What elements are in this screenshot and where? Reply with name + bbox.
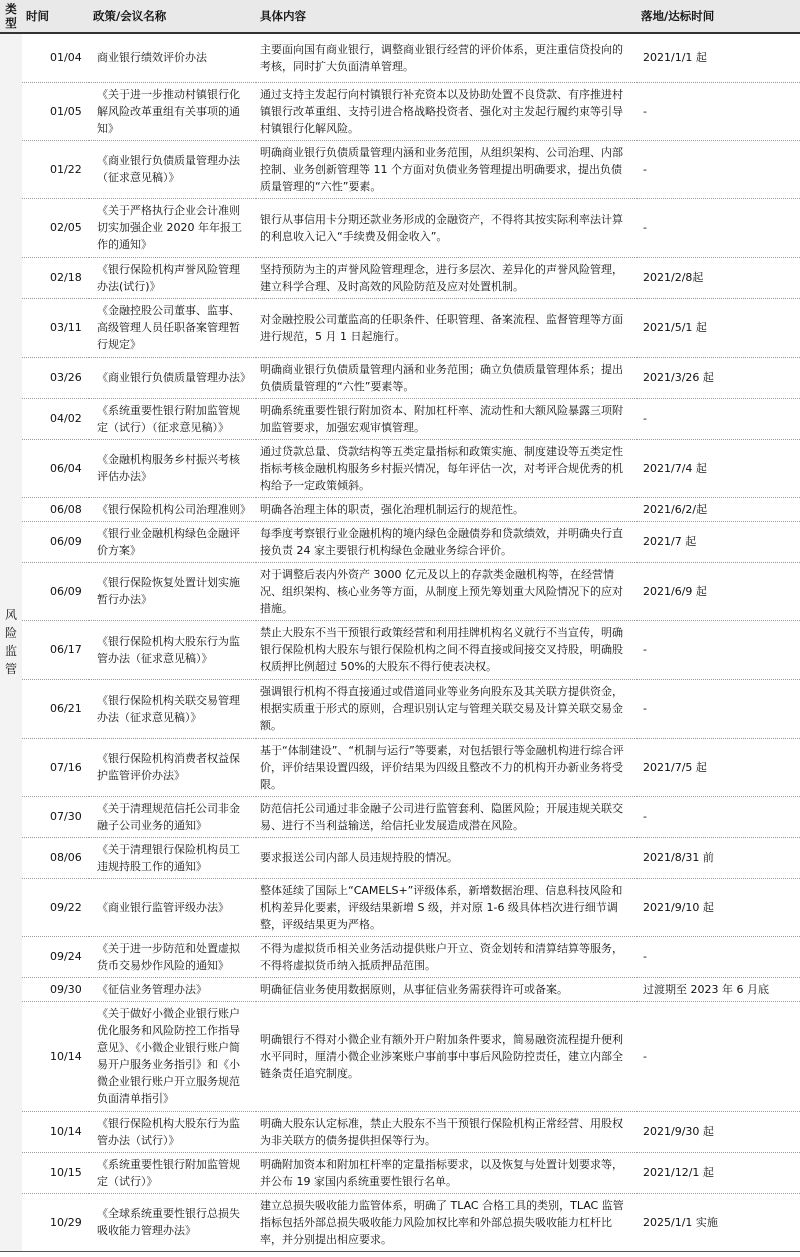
table-row: [0, 257, 800, 298]
row-name: 《银行保险机构大股东行为监管办法（征求意见稿）》: [89, 620, 256, 679]
row-content: 明确商业银行负债质量管理内涵和业务范围；确立负债质量管理体系；提出负债质量管理的“六性”要素等。: [256, 357, 637, 398]
row-name: 《关于清理规范信托公司非金融子公司业务的通知》: [89, 796, 256, 837]
row-content: 不得为虚拟货币相关业务活动提供账户开立、资金划转和清算结算等服务，不得将虚拟货币纳入抵质押品范围。: [256, 936, 637, 977]
row-name: 《商业银行负债质量管理办法》: [89, 357, 256, 398]
row-time: 过渡期至 2023 年 6 月底: [637, 977, 800, 1001]
row-name: 《金融控股公司董事、监事、高级管理人员任职备案管理暂行规定》: [89, 298, 256, 357]
row-date: 01/22: [22, 140, 89, 198]
row-date: 09/30: [22, 977, 89, 1001]
row-time: 2021/7/4 起: [637, 439, 800, 497]
row-name: 《关于进一步推动村镇银行化解风险改革重组有关事项的通知》: [89, 82, 256, 140]
row-name: 《商业银行负债质量管理办法（征求意见稿）》: [89, 140, 256, 198]
row-date: 06/04: [22, 439, 89, 497]
table-row: [0, 837, 800, 878]
row-date: 02/18: [22, 257, 89, 298]
table-row: [0, 398, 800, 439]
table-header-row: [0, 0, 800, 33]
table-row: [0, 738, 800, 796]
row-date: 03/26: [22, 357, 89, 398]
row-date: 06/21: [22, 679, 89, 738]
row-name: 《金融机构服务乡村振兴考核评估办法》: [89, 439, 256, 497]
row-content: 坚持预防为主的声誉风险管理理念，进行多层次、差异化的声誉风险管理，建立科学合理、及时高效的风险防范及应对处置机制。: [256, 257, 637, 298]
row-name: 《系统重要性银行附加监管规定（试行）》: [89, 1152, 256, 1193]
row-content: 禁止大股东不当干预银行政策经营和利用挂牌机构名义就行不当宣传，明确银行保险机构大股东与银行保险机构之间不得直接或间接交叉持股，明确股权质押比例超过 50%的大股东不得行使表决权。: [256, 620, 637, 679]
row-name: 《关于做好小微企业银行账户优化服务和风险防控工作指导意见》、《小微企业银行账户简易开户服务业务指引》和《小微企业银行账户开立服务规范负面清单指引》: [89, 1001, 256, 1111]
row-time: -: [637, 679, 800, 738]
table-row: [0, 497, 800, 521]
row-date: 01/05: [22, 82, 89, 140]
row-name: 《征信业务管理办法》: [89, 977, 256, 1001]
header-type: 类型: [0, 0, 22, 33]
row-content: 主要面向国有商业银行，调整商业银行经营的评价体系，更注重信贷投向的考核，同时扩大负面清单管理。: [256, 33, 637, 82]
row-date: 01/04: [22, 33, 89, 82]
table-row: [0, 82, 800, 140]
row-content: 明确银行不得对小微企业有额外开户附加条件要求，简易融资流程提升便利水平同时，厘清小微企业涉案账户事前事中事后风险防控责任，建立内部全链条责任追究制度。: [256, 1001, 637, 1111]
table-row: [0, 298, 800, 357]
header-content: 具体内容: [256, 0, 637, 33]
row-name: 《关于进一步防范和处置虚拟货币交易炒作风险的通知》: [89, 936, 256, 977]
row-name: 《银行保险机构关联交易管理办法（征求意见稿）》: [89, 679, 256, 738]
table-row: [0, 140, 800, 198]
row-name: 《银行保险机构公司治理准则》: [89, 497, 256, 521]
row-date: 06/17: [22, 620, 89, 679]
row-date: 06/09: [22, 521, 89, 562]
row-time: -: [637, 936, 800, 977]
row-name: 《全球系统重要性银行总损失吸收能力管理办法》: [89, 1193, 256, 1251]
header-time: 落地/达标时间: [637, 0, 800, 33]
row-date: 03/11: [22, 298, 89, 357]
row-content: 明确系统重要性银行附加资本、附加杠杆率、流动性和大额风险暴露三项附加监管要求，加强宏观审慎管理。: [256, 398, 637, 439]
row-date: 09/22: [22, 878, 89, 936]
row-time: -: [637, 398, 800, 439]
table-row: [0, 1193, 800, 1251]
category-cell: [0, 33, 22, 1251]
table-body: [0, 33, 800, 1251]
row-time: 2021/6/2/起: [637, 497, 800, 521]
table-row: [0, 878, 800, 936]
row-time: 2021/5/1 起: [637, 298, 800, 357]
row-content: 明确各治理主体的职责，强化治理机制运行的规范性。: [256, 497, 637, 521]
header-date: 时间: [22, 0, 89, 33]
row-time: 2021/2/8起: [637, 257, 800, 298]
table-row: [0, 1152, 800, 1193]
row-time: 2021/12/1 起: [637, 1152, 800, 1193]
row-time: 2021/9/30 起: [637, 1111, 800, 1152]
row-content: 强调银行机构不得直接通过或借道同业等业务向股东及其关联方提供资金，根据实质重于形式的原则，合理识别认定与管理关联交易及计算关联交易金额。: [256, 679, 637, 738]
table-row: [0, 562, 800, 620]
category-label: 风险监管: [4, 608, 17, 677]
row-name: 《关于清理银行保险机构员工违规持股工作的通知》: [89, 837, 256, 878]
row-content: 通过贷款总量、贷款结构等五类定量指标和政策实施、制度建设等五类定性指标考核金融机构服务乡村振兴情况，每年评估一次，对考评合规优秀的机构给予一定政策倾斜。: [256, 439, 637, 497]
row-name: 《关于严格执行企业会计准则切实加强企业 2020 年年报工作的通知》: [89, 198, 256, 257]
row-time: 2021/3/26 起: [637, 357, 800, 398]
row-time: -: [637, 1001, 800, 1111]
row-time: -: [637, 796, 800, 837]
row-date: 07/16: [22, 738, 89, 796]
row-date: 06/08: [22, 497, 89, 521]
row-date: 10/15: [22, 1152, 89, 1193]
row-date: 09/24: [22, 936, 89, 977]
table-row: [0, 33, 800, 82]
row-date: 07/30: [22, 796, 89, 837]
table-row: [0, 936, 800, 977]
row-content: 要求报送公司内部人员违规持股的情况。: [256, 837, 637, 878]
row-date: 04/02: [22, 398, 89, 439]
row-time: 2021/6/9 起: [637, 562, 800, 620]
row-content: 防范信托公司通过非金融子公司进行监管套利、隐匿风险；开展违规关联交易、进行不当利益输送，给信托业发展造成潜在风险。: [256, 796, 637, 837]
row-name: 商业银行绩效评价办法: [89, 33, 256, 82]
row-content: 银行从事信用卡分期还款业务形成的金融资产，不得将其按实际利率法计算的利息收入记入“手续费及佣金收入”。: [256, 198, 637, 257]
row-time: 2021/8/31 前: [637, 837, 800, 878]
row-content: 明确大股东认定标准，禁止大股东不当干预银行保险机构正常经营、用股权为非关联方的债务提供担保等行为。: [256, 1111, 637, 1152]
row-time: -: [637, 140, 800, 198]
row-name: 《银行业金融机构绿色金融评价方案》: [89, 521, 256, 562]
row-content: 基于“体制建设”、“机制与运行”等要素，对包括银行等金融机构进行综合评价，评价结果设置四级，评价结果为四级且整改不力的机构开办新业务将受限。: [256, 738, 637, 796]
row-content: 对金融控股公司董监高的任职条件、任职管理、备案流程、监督管理等方面进行规范，5 月 1 日起施行。: [256, 298, 637, 357]
row-content: 对于调整后表内外资产 3000 亿元及以上的存款类金融机构等，在经营情况、组织架构、核心业务等方面，从制度上预先筹划重大风险情况下的应对措施。: [256, 562, 637, 620]
row-date: 08/06: [22, 837, 89, 878]
row-name: 《银行保险机构消费者权益保护监管评价办法》: [89, 738, 256, 796]
row-content: 整体延续了国际上“CAMELS+”评级体系，新增数据治理、信息科技风险和机构差异化要素，评级结果新增 S 级，并对原 1-6 级具体档次进行细节调整，评级结果更为严格。: [256, 878, 637, 936]
row-date: 10/14: [22, 1001, 89, 1111]
table-row: [0, 357, 800, 398]
table-row: [0, 439, 800, 497]
row-time: -: [637, 82, 800, 140]
table-row: [0, 679, 800, 738]
row-date: 10/29: [22, 1193, 89, 1251]
row-time: 2025/1/1 实施: [637, 1193, 800, 1251]
table-row: [0, 1001, 800, 1111]
row-content: 明确附加资本和附加杠杆率的定量指标要求，以及恢复与处置计划要求等，并公布 19 家国内系统重要性银行名单。: [256, 1152, 637, 1193]
row-time: 2021/9/10 起: [637, 878, 800, 936]
table-row: [0, 521, 800, 562]
header-name: 政策/会议名称: [89, 0, 256, 33]
table-row: [0, 198, 800, 257]
row-name: 《银行保险机构声誉风险管理办法(试行)》: [89, 257, 256, 298]
row-time: -: [637, 198, 800, 257]
row-time: -: [637, 620, 800, 679]
row-time: 2021/7/5 起: [637, 738, 800, 796]
row-time: 2021/7 起: [637, 521, 800, 562]
table-row: [0, 1111, 800, 1152]
row-content: 通过支持主发起行向村镇银行补充资本以及协助处置不良贷款、有序推进村镇银行改革重组、支持引进合格战略投资者、强化对主发起行履约束等引导村镇银行化解风险。: [256, 82, 637, 140]
table-row: [0, 977, 800, 1001]
row-content: 明确征信业务使用数据原则，从事征信业务需获得许可或备案。: [256, 977, 637, 1001]
row-date: 02/05: [22, 198, 89, 257]
row-content: 每季度考察银行业金融机构的境内绿色金融债券和贷款绩效，并明确央行直接负责 24 家主要银行机构绿色金融业务综合评价。: [256, 521, 637, 562]
row-name: 《商业银行监管评级办法》: [89, 878, 256, 936]
row-name: 《银行保险恢复处置计划实施暂行办法》: [89, 562, 256, 620]
row-name: 《银行保险机构大股东行为监管办法（试行）》: [89, 1111, 256, 1152]
row-date: 10/14: [22, 1111, 89, 1152]
row-content: 建立总损失吸收能力监管体系，明确了 TLAC 合格工具的类别，TLAC 监管指标包括外部总损失吸收能力风险加权比率和外部总损失吸收能力杠杆比率，并分别提出相应要求。: [256, 1193, 637, 1251]
row-time: 2021/1/1 起: [637, 33, 800, 82]
table-row: [0, 620, 800, 679]
table-row: [0, 796, 800, 837]
row-name: 《系统重要性银行附加监管规定（试行）（征求意见稿）》: [89, 398, 256, 439]
row-content: 明确商业银行负债质量管理内涵和业务范围，从组织架构、公司治理、内部控制、业务创新管理等 11 个方面对负债业务管理提出明确要求，提出负债质量管理的“六性”要素。: [256, 140, 637, 198]
row-date: 06/09: [22, 562, 89, 620]
